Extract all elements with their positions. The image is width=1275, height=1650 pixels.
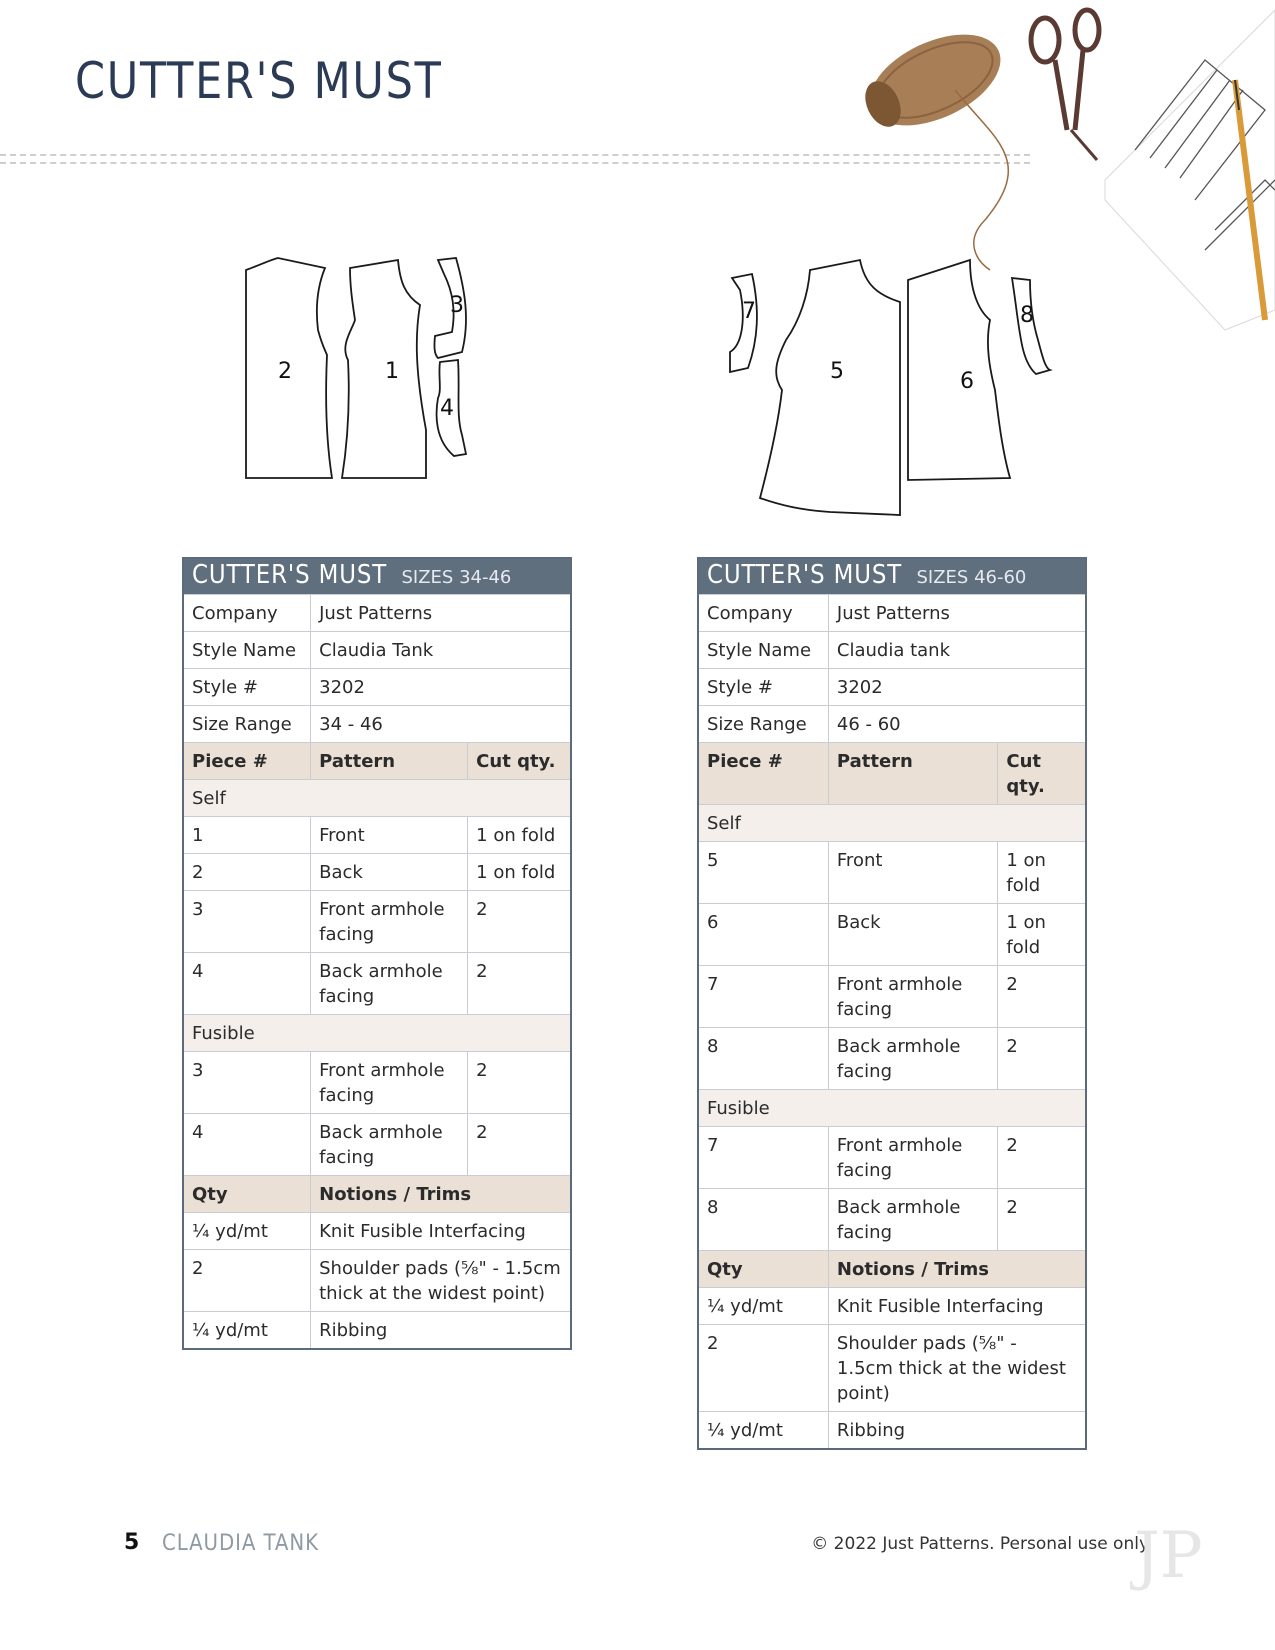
info-row xyxy=(183,632,571,669)
cut-qty: 1 on fold xyxy=(468,817,571,854)
piece-number: 8 xyxy=(698,1189,828,1251)
notion-qty: 2 xyxy=(183,1250,311,1312)
twine-spool xyxy=(855,16,1014,270)
info-row xyxy=(698,706,1086,743)
page-title: CUTTER'S MUST xyxy=(75,52,443,110)
pattern-piece-front xyxy=(342,260,426,478)
column-header-qty: Qty xyxy=(698,1251,828,1288)
pattern-pieces-diagram-right xyxy=(720,250,1060,520)
pieces-header-row xyxy=(698,743,1086,805)
copyright-notice: © 2022 Just Patterns. Personal use only. xyxy=(811,1534,1152,1554)
piece-number: 5 xyxy=(698,842,828,904)
scissors xyxy=(1031,10,1099,160)
info-label: Company xyxy=(698,595,828,632)
column-header-notions: Notions / Trims xyxy=(311,1176,571,1213)
piece-number: 3 xyxy=(183,1052,311,1114)
table-row xyxy=(698,1127,1086,1189)
piece-number: 7 xyxy=(698,966,828,1028)
notion-item: Ribbing xyxy=(311,1312,571,1350)
table-row xyxy=(698,1028,1086,1090)
diagram-label: 3 xyxy=(450,293,464,318)
footer-pattern-name: CLAUDIA TANK xyxy=(162,1531,319,1556)
piece-number: 3 xyxy=(183,891,311,953)
pattern-name: Back armhole facing xyxy=(828,1189,997,1251)
info-label: Style Name xyxy=(698,632,828,669)
pattern-name: Back armhole facing xyxy=(311,953,468,1015)
pattern-piece-back xyxy=(908,260,1010,480)
page-number: 5 xyxy=(124,1530,140,1555)
pattern-name: Back xyxy=(311,854,468,891)
group-label: Fusible xyxy=(183,1015,571,1052)
table-row xyxy=(698,1189,1086,1251)
cutters-must-table-sizes-46-60 xyxy=(697,557,1087,1450)
pattern-name: Front armhole facing xyxy=(828,1127,997,1189)
piece-number: 8 xyxy=(698,1028,828,1090)
table-row xyxy=(698,904,1086,966)
table-row xyxy=(183,1114,571,1176)
notions-header-row xyxy=(183,1176,571,1213)
piece-number: 1 xyxy=(183,817,311,854)
info-row xyxy=(183,595,571,632)
diagram-label: 1 xyxy=(385,359,399,384)
cut-qty: 1 on fold xyxy=(468,854,571,891)
diagram-label: 4 xyxy=(440,396,454,421)
notions-row xyxy=(183,1312,571,1350)
table-row xyxy=(183,817,571,854)
column-header-notions: Notions / Trims xyxy=(828,1251,1086,1288)
notion-qty: ¼ yd/mt xyxy=(698,1412,828,1450)
info-value: 46 - 60 xyxy=(828,706,1086,743)
info-value: Claudia Tank xyxy=(311,632,571,669)
column-header-piece: Piece # xyxy=(183,743,311,780)
notion-item: Shoulder pads (⅝" - 1.5cm thick at the widest point) xyxy=(311,1250,571,1312)
info-label: Size Range xyxy=(183,706,311,743)
info-label: Style # xyxy=(698,669,828,706)
table-row xyxy=(183,891,571,953)
cut-qty: 2 xyxy=(998,1189,1086,1251)
table-row xyxy=(698,966,1086,1028)
group-label: Self xyxy=(698,805,1086,842)
table-sizes: SIZES 46-60 xyxy=(916,567,1027,588)
notion-qty: ¼ yd/mt xyxy=(183,1312,311,1350)
pieces-header-row xyxy=(183,743,571,780)
pattern-name: Front armhole facing xyxy=(311,891,468,953)
diagram-label: 5 xyxy=(830,359,844,384)
table-header xyxy=(698,558,1086,595)
column-header-cut-qty: Cut qty. xyxy=(468,743,571,780)
cutters-must-table-sizes-34-46 xyxy=(182,557,572,1350)
table-row xyxy=(183,1052,571,1114)
info-value: Just Patterns xyxy=(828,595,1086,632)
info-row xyxy=(698,669,1086,706)
group-label: Fusible xyxy=(698,1090,1086,1127)
pattern-name: Back armhole facing xyxy=(311,1114,468,1176)
info-row xyxy=(183,706,571,743)
logo-letters: JP xyxy=(1134,1519,1203,1593)
just-patterns-logo xyxy=(1130,1515,1210,1605)
notion-qty: ¼ yd/mt xyxy=(698,1288,828,1325)
diagram-label: 8 xyxy=(1020,303,1034,328)
table-row xyxy=(183,854,571,891)
column-header-piece: Piece # xyxy=(698,743,828,805)
notion-item: Knit Fusible Interfacing xyxy=(828,1288,1086,1325)
piece-number: 2 xyxy=(183,854,311,891)
info-value: Claudia tank xyxy=(828,632,1086,669)
pattern-name: Front xyxy=(828,842,997,904)
pattern-name: Back armhole facing xyxy=(828,1028,997,1090)
pattern-paper xyxy=(1105,10,1275,330)
column-header-pattern: Pattern xyxy=(828,743,997,805)
cut-qty: 1 on fold xyxy=(998,904,1086,966)
piece-number: 4 xyxy=(183,1114,311,1176)
notion-item: Knit Fusible Interfacing xyxy=(311,1213,571,1250)
diagram-label: 2 xyxy=(278,359,292,384)
group-label: Self xyxy=(183,780,571,817)
table-sizes: SIZES 34-46 xyxy=(401,567,512,588)
cut-qty: 2 xyxy=(998,1127,1086,1189)
pattern-piece-front xyxy=(760,260,900,515)
table-title: CUTTER'S MUST xyxy=(707,560,903,590)
info-label: Size Range xyxy=(698,706,828,743)
table-title: CUTTER'S MUST xyxy=(192,560,388,590)
piece-number: 6 xyxy=(698,904,828,966)
column-header-qty: Qty xyxy=(183,1176,311,1213)
table-header xyxy=(183,558,571,595)
pattern-name: Front armhole facing xyxy=(828,966,997,1028)
column-header-cut-qty: Cut qty. xyxy=(998,743,1086,805)
table-row xyxy=(183,953,571,1015)
notion-qty: ¼ yd/mt xyxy=(183,1213,311,1250)
piece-number: 7 xyxy=(698,1127,828,1189)
pattern-name: Front xyxy=(311,817,468,854)
group-row-fusible xyxy=(698,1090,1086,1127)
info-value: 34 - 46 xyxy=(311,706,571,743)
group-row-fusible xyxy=(183,1015,571,1052)
cut-qty: 2 xyxy=(468,891,571,953)
notions-row xyxy=(698,1288,1086,1325)
notions-row xyxy=(183,1213,571,1250)
pattern-pieces-diagram-left xyxy=(230,250,490,490)
notion-item: Shoulder pads (⅝" - 1.5cm thick at the widest point) xyxy=(828,1325,1086,1412)
group-row-self xyxy=(698,805,1086,842)
notions-header-row xyxy=(698,1251,1086,1288)
info-row xyxy=(183,669,571,706)
diagram-label: 6 xyxy=(960,369,974,394)
column-header-pattern: Pattern xyxy=(311,743,468,780)
cut-qty: 2 xyxy=(468,1114,571,1176)
notions-row xyxy=(698,1325,1086,1412)
info-label: Company xyxy=(183,595,311,632)
cut-qty: 2 xyxy=(998,966,1086,1028)
info-label: Style Name xyxy=(183,632,311,669)
info-row xyxy=(698,632,1086,669)
group-row-self xyxy=(183,780,571,817)
piece-number: 4 xyxy=(183,953,311,1015)
notion-qty: 2 xyxy=(698,1325,828,1412)
cut-qty: 1 on fold xyxy=(998,842,1086,904)
notion-item: Ribbing xyxy=(828,1412,1086,1450)
cut-qty: 2 xyxy=(998,1028,1086,1090)
notions-row xyxy=(698,1412,1086,1450)
info-value: 3202 xyxy=(828,669,1086,706)
info-value: Just Patterns xyxy=(311,595,571,632)
pattern-name: Front armhole facing xyxy=(311,1052,468,1114)
info-value: 3202 xyxy=(311,669,571,706)
diagram-label: 7 xyxy=(742,299,756,324)
cut-qty: 2 xyxy=(468,953,571,1015)
table-row xyxy=(698,842,1086,904)
notions-row xyxy=(183,1250,571,1312)
pattern-name: Back xyxy=(828,904,997,966)
cut-qty: 2 xyxy=(468,1052,571,1114)
info-row xyxy=(698,595,1086,632)
info-label: Style # xyxy=(183,669,311,706)
